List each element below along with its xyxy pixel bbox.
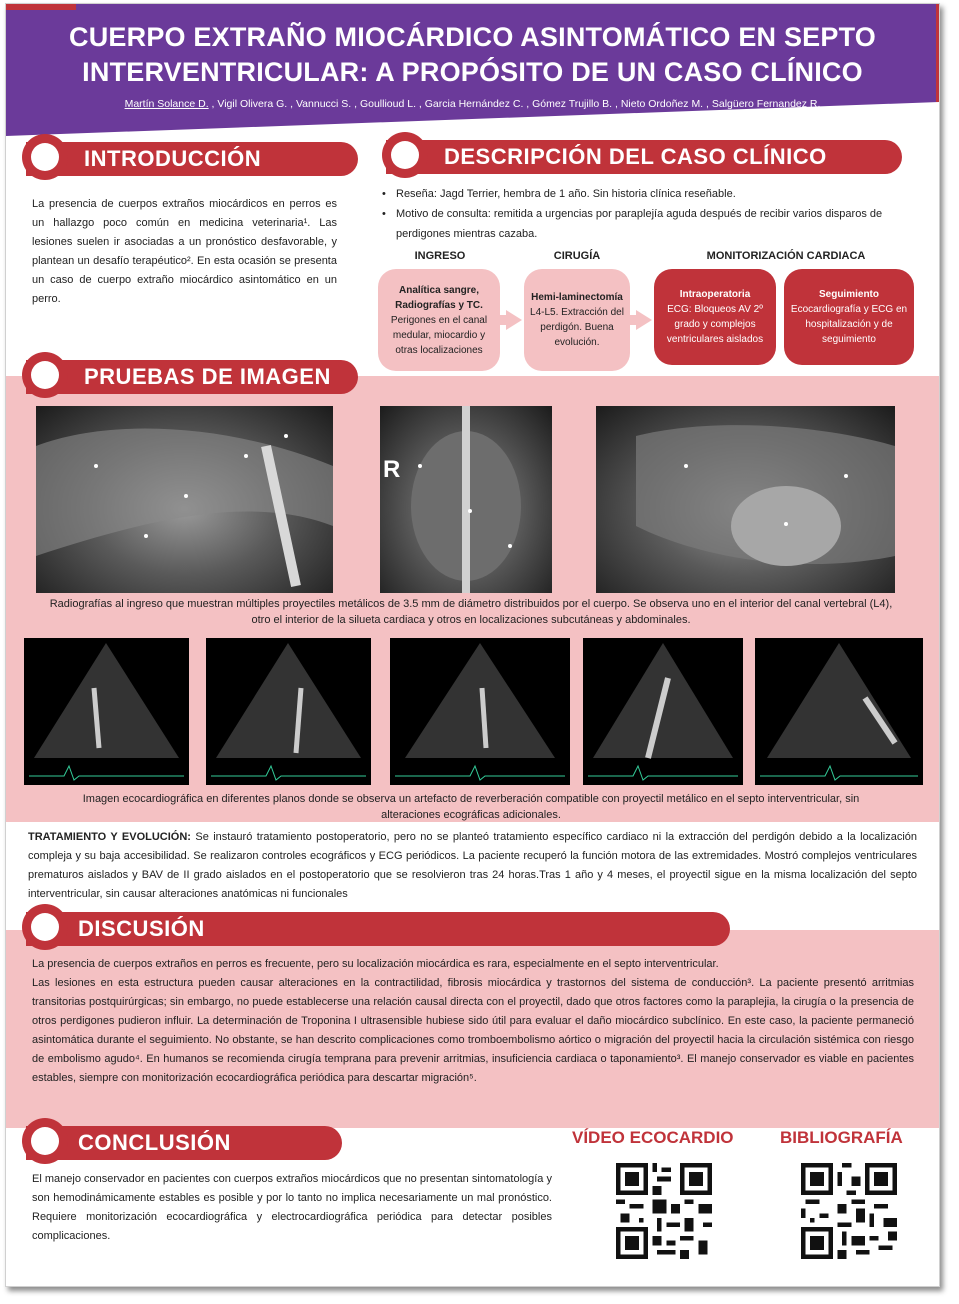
first-author: Martín Solance D. bbox=[124, 98, 209, 110]
xray-lateral-abdomen bbox=[36, 406, 333, 593]
echo-image-3-image bbox=[390, 638, 570, 785]
flow-arrow-icon bbox=[506, 310, 522, 330]
biblio-qr-title: BIBLIOGRAFÍA bbox=[780, 1128, 903, 1147]
imaging-heading: PRUEBAS DE IMAGEN bbox=[26, 360, 358, 394]
col-ingreso: INGRESO bbox=[414, 250, 466, 262]
echo-image-1-image bbox=[24, 638, 189, 785]
video-qr-code-icon[interactable] bbox=[616, 1163, 712, 1259]
conclusion-heading: CONCLUSIÓN bbox=[26, 1126, 342, 1160]
intro-text: La presencia de cuerpos extraños miocárdicos en perros es un hallazgo poco común en medicina veterinaria¹. Las lesiones suelen ir asociadas a un pronóstico desfavorable, y plantean un desafío terapéutico². En esta ocasión se presenta un caso de cuerpo extraño miocárdico asintomático en un perro. bbox=[32, 198, 337, 305]
discussion-text bbox=[32, 955, 914, 1088]
echo-image-4 bbox=[583, 638, 743, 785]
biblio-qr-code-icon[interactable] bbox=[801, 1163, 897, 1259]
echo-caption: Imagen ecocardiográfica en diferentes planos donde se observa un artefacto de reverberación compatible con proyectil metálico en el septo interventricular, sin alteraciones ecográficas adicionales. bbox=[82, 793, 860, 821]
echo-image-2 bbox=[206, 638, 371, 785]
xray-lateral-thorax bbox=[596, 406, 895, 593]
treatment-text bbox=[28, 828, 917, 904]
flow-arrow-icon bbox=[636, 310, 652, 330]
box-cirugia: Hemi-laminectomía L4-L5. Extracción del perdigón. Buena evolución. bbox=[524, 269, 630, 371]
xray-side-marker: R bbox=[383, 456, 401, 483]
box-intraoperatoria: Intraoperatoria ECG: Bloqueos AV 2º grado y complejos ventriculares aislados bbox=[654, 269, 776, 365]
col-monitorizacion: MONITORIZACIÓN CARDIACA bbox=[706, 250, 866, 262]
co-authors: , Vigil Olivera G. , Vannucci S. , Goullioud L. , Garcia Hernández C. , Gómez Trujillo B. , Nieto Ordoñez M. , Salgüero Fernandez R. bbox=[208, 98, 821, 110]
poster-title: CUERPO EXTRAÑO MIOCÁRDICO ASINTOMÁTICO EN SEPTO INTERVENTRICULAR: A PROPÓSITO DE UN CASO CLÍNICO bbox=[69, 22, 876, 87]
conclusion-text: El manejo conservador en pacientes con cuerpos extraños miocárdicos que no presentan sintomatología y son hemodinámicamente estables es posible y por lo tanto no implica necesariamente un mal pronóstico. Requiere monitorización ecocardiográfica y electrocardiográfica periódica para detectar posibles complicaciones. bbox=[32, 1173, 552, 1242]
heading-bullet-icon bbox=[382, 132, 428, 178]
echo-image-1 bbox=[24, 638, 189, 785]
case-bullet: • Motivo de consulta: remitida a urgencias por paraplejía aguda después de recibir varios disparos de perdigones mientras cazaba. bbox=[382, 204, 922, 244]
poster bbox=[5, 3, 940, 1287]
case-bullet: • Reseña: Jagd Terrier, hembra de 1 año. Sin historia clínica reseñable. bbox=[382, 184, 922, 204]
treatment-label: TRATAMIENTO Y EVOLUCIÓN: bbox=[28, 831, 191, 843]
xray-vd-thorax bbox=[380, 406, 552, 593]
heading-bullet-icon bbox=[22, 134, 68, 180]
heading-bullet-icon bbox=[22, 352, 68, 398]
discussion-paragraph: La presencia de cuerpos extraños en perros es frecuente, pero su localización miocárdica es rara, especialmente en el septo interventricular. bbox=[32, 958, 719, 970]
case-heading: DESCRIPCIÓN DEL CASO CLÍNICO bbox=[386, 140, 902, 174]
echo-image-4-image bbox=[583, 638, 743, 785]
echo-image-2-image bbox=[206, 638, 371, 785]
author-list bbox=[26, 98, 919, 110]
col-cirugia: CIRUGÍA bbox=[553, 250, 601, 262]
video-qr-title: VÍDEO ECOCARDIO bbox=[572, 1128, 734, 1147]
treatment-body: Se instauró tratamiento postoperatorio, pero no se planteó tratamiento específico cardiaco ni la extracción del perdigón debido a la localización compleja y su baja accesibilidad. Se realizaron controles ecográficos y ECG periódicos. La paciente recuperó la función motora de las extremidades. Mostró complejos ventriculares prematuros aislados y BAV de II grado aislados en el postoperatorio que se resolvieron tras 24 horas.Tras 1 año y 4 meses, el proyectil sigue en la misma localización del septo interventricular, sin causar alteraciones anatómicas ni funcionales bbox=[28, 831, 918, 900]
heading-bullet-icon bbox=[22, 904, 68, 950]
box-ingreso: Analítica sangre, Radiografías y TC. Perigones en el canal medular, miocardio y otras localizaciones bbox=[378, 269, 500, 371]
xray-vd-thorax-image bbox=[380, 406, 552, 593]
echo-image-5 bbox=[755, 638, 923, 785]
discussion-paragraph: Las lesiones en esta estructura pueden causar alteraciones en la contractilidad, fibrosis miocárdica y trastornos del sistema de conducción³. La paciente presentó arritmias transitorias postquirúrgicas; sin embargo, no puede establecerse una relación causal directa con el proyectil, dado que otros factores como la paraplejia, la cirugía o la presencia de otros perdigones pudieron influir. La determinación de Troponina I ultrasensible hubiese sido útil para evaluar el daño miocárdico subclínico. En este caso, la paciente permaneció asintomática durante el seguimiento. No obstante, se han descrito complicaciones como tromboembolismo aórtico o migración del proyectil hacia la circulación sistémica con riesgo de embolismo agudo⁴. En humanos se recomienda cirugía temprana para prevenir arritmias, insuficiencia cardiaca o taponamiento³. El manejo conservador es viable en pacientes estables, siempre con monitorización ecocardiográfica periódica para descartar migración⁵. bbox=[32, 977, 914, 1084]
intro-heading: INTRODUCCIÓN bbox=[26, 142, 358, 176]
echo-image-3 bbox=[390, 638, 570, 785]
poster-header bbox=[6, 4, 939, 139]
heading-bullet-icon bbox=[22, 1118, 68, 1164]
xray-lateral-thorax-image bbox=[596, 406, 895, 593]
discussion-heading: DISCUSIÓN bbox=[26, 912, 730, 946]
case-bullets bbox=[382, 184, 922, 244]
xray-caption: Radiografías al ingreso que muestran múltiples proyectiles metálicos de 3.5 mm de diámetro distribuidos por el cuerpo. Se observa uno en el interior del canal vertebral (L4), otro el interior de la silueta cardiaca y otros en localizaciones subcutáneas y abdominales. bbox=[49, 598, 893, 626]
echo-image-5-image bbox=[755, 638, 923, 785]
box-seguimiento: Seguimiento Ecocardiografía y ECG en hospitalización y de seguimiento bbox=[784, 269, 914, 365]
xray-lateral-abdomen-image bbox=[36, 406, 333, 593]
